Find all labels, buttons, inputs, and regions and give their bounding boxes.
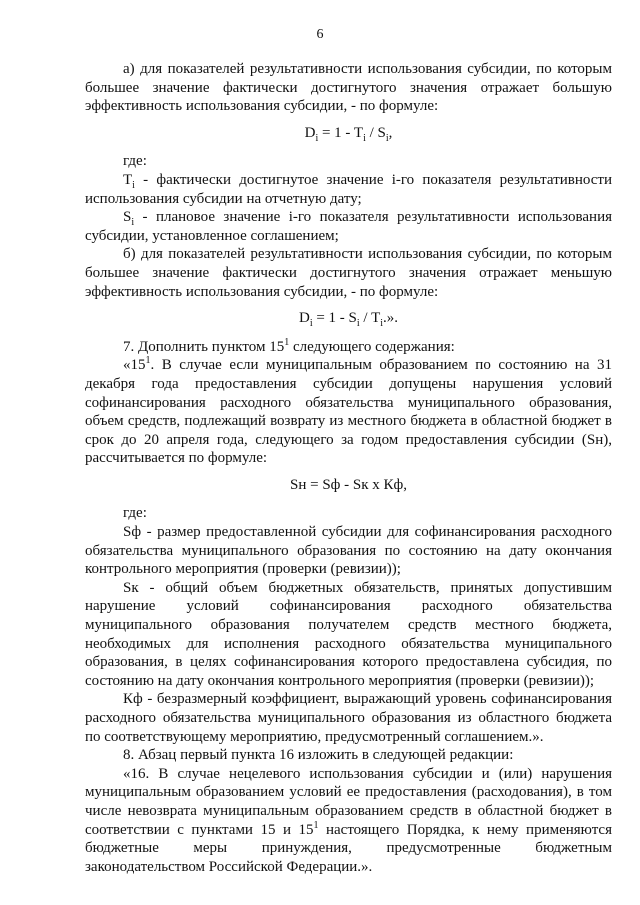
definition-kf: Кф - безразмерный коэффициент, выражающий уровень софинансирования расходного обязательства муниципального образования из областного бюджета по соответствующему мероприятию, предусмотренный соглашением.». [85, 691, 612, 745]
where-label: где: [123, 153, 147, 170]
document-body [85, 60, 612, 876]
formula-sn: Sн = Sф - Sк x Кф, [290, 476, 407, 493]
item-8: 8. Абзац первый пункта 16 изложить в следующей редакции: [123, 747, 514, 764]
clause-16: «16. В случае нецелевого использования субсидии и (или) нарушения муниципальным образованием условий ее предоставления (расходования), в том числе невозврата муниципальным образованием средств в областной бюджет в соответствии с пунктами 15 и $15^1$ настоящего Порядка, к нему применяются бюджетные меры принуждения, предусмотренные бюджетным законодательством Российской Федерации.». [85, 765, 612, 875]
paragraph-a: а) для показателей результативности использования субсидии, по которым большее значение фактически достигнутого значения отражает большую эффективность использования субсидии, - по формуле: [85, 61, 612, 115]
definition-ti: $T_i$ - фактически достигнутое значение i-го показателя результативности использования субсидии на отчетную дату; [85, 171, 612, 207]
clause-15-1: «$15^1$. В случае если муниципальным образованием по состоянию на 31 декабря года предоставления субсидии допущены нарушения условий софинансирования расходного обязательства муниципального образования, объем средств, подлежащий возврату из местного бюджета в областной бюджет в срок до 20 апреля года, следующего за годом предоставления субсидии (Sн), рассчитывается по формуле: [85, 355, 612, 467]
where-label-2: где: [123, 505, 147, 522]
page-number: 6 [316, 27, 324, 42]
paragraph-b: б) для показателей результативности использования субсидии, по которым большее значение фактически достигнутого значения отражает меньшую эффективность использования субсидии, - по формуле: [85, 246, 612, 300]
definition-si: $S_i$ - плановое значение i-го показателя результативности использования субсидии, установленное соглашением; [85, 209, 612, 244]
formula-di-2: $D_i = 1 - S_i / T_i$.». [298, 310, 399, 330]
definition-sf: Sф - размер предоставленной субсидии для софинансирования расходного обязательства муниципального образования по состоянию на дату окончания контрольного мероприятия (проверки (ревизии)); [85, 524, 612, 578]
definition-sk: Sк - общий объем бюджетных обязательств, принятых допустившим нарушение условий софинансирования расходного обязательства муниципального образования получателем средств местного бюджета, необходимых для исполнения расходного обязательства муниципального образования, в целях софинансирования которого предоставлена субсидия, по состоянию на дату окончания контрольного мероприятия (проверки (ревизии)); [85, 579, 612, 689]
item-7: 7. Дополнить пунктом $15^1$ следующего содержания: [123, 336, 455, 355]
formula-di-1: $D_i = 1 - T_i / S_i$, [304, 124, 393, 144]
